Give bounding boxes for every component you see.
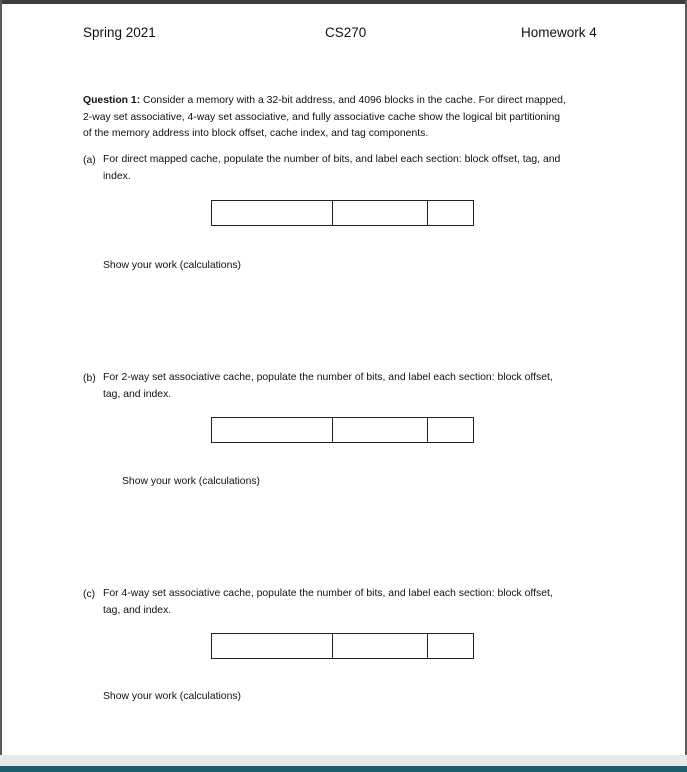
- part-b-line-1: For 2-way set associative cache, populate the number of bits, and label each section: block offset,: [103, 372, 553, 383]
- part-a-field-2[interactable]: [333, 201, 428, 225]
- part-c-line-1: For 4-way set associative cache, populate the number of bits, and label each section: block offset,: [103, 588, 553, 599]
- part-b-address-bit-fields: [211, 417, 474, 443]
- header-semester: Spring 2021: [83, 25, 156, 40]
- question-1-label: Question 1:: [83, 95, 141, 106]
- part-c-show-work: Show your work (calculations): [103, 691, 242, 702]
- part-c-address-bit-fields: [211, 633, 474, 659]
- part-b-line-2: tag, and index.: [103, 388, 172, 400]
- question-1-line-2: 2-way set associative, 4-way set associative, and fully associative cache show the logical bit partitioning: [83, 111, 561, 123]
- part-b-text: [103, 370, 613, 403]
- part-c-field-2[interactable]: [333, 634, 428, 658]
- part-b-field-3[interactable]: [428, 418, 473, 442]
- part-c-field-1[interactable]: [212, 634, 333, 658]
- part-b-show-work: Show your work (calculations): [122, 476, 261, 487]
- question-1-line-1: Consider a memory with a 32-bit address, and 4096 blocks in the cache. For direct mapped,: [140, 95, 566, 106]
- part-a-field-1[interactable]: [212, 201, 333, 225]
- page-bottom-margin: [0, 755, 687, 766]
- header-course: CS270: [325, 25, 367, 40]
- part-a-text: [103, 152, 613, 185]
- part-c-label: (c): [83, 589, 96, 600]
- viewer-bottom-bar: [0, 766, 687, 772]
- viewer-left-edge: [0, 0, 2, 772]
- part-a-line-2: index.: [103, 170, 131, 182]
- part-a-address-bit-fields: [211, 200, 474, 226]
- part-b-field-2[interactable]: [333, 418, 428, 442]
- question-1-line-3: of the memory address into block offset, cache index, and tag components.: [83, 128, 429, 139]
- question-1-text: [83, 93, 613, 143]
- part-a-show-work: Show your work (calculations): [103, 260, 242, 271]
- part-b-label: (b): [83, 373, 96, 384]
- part-c-text: [103, 586, 613, 619]
- header-assignment: Homework 4: [521, 25, 597, 40]
- part-a-label: (a): [83, 155, 96, 166]
- part-a-field-3[interactable]: [428, 201, 473, 225]
- part-c-field-3[interactable]: [428, 634, 473, 658]
- part-a-line-1: For direct mapped cache, populate the number of bits, and label each section: block offset, tag, and: [103, 154, 561, 165]
- part-c-line-2: tag, and index.: [103, 604, 172, 616]
- viewer-top-bar: [0, 0, 687, 4]
- part-b-field-1[interactable]: [212, 418, 333, 442]
